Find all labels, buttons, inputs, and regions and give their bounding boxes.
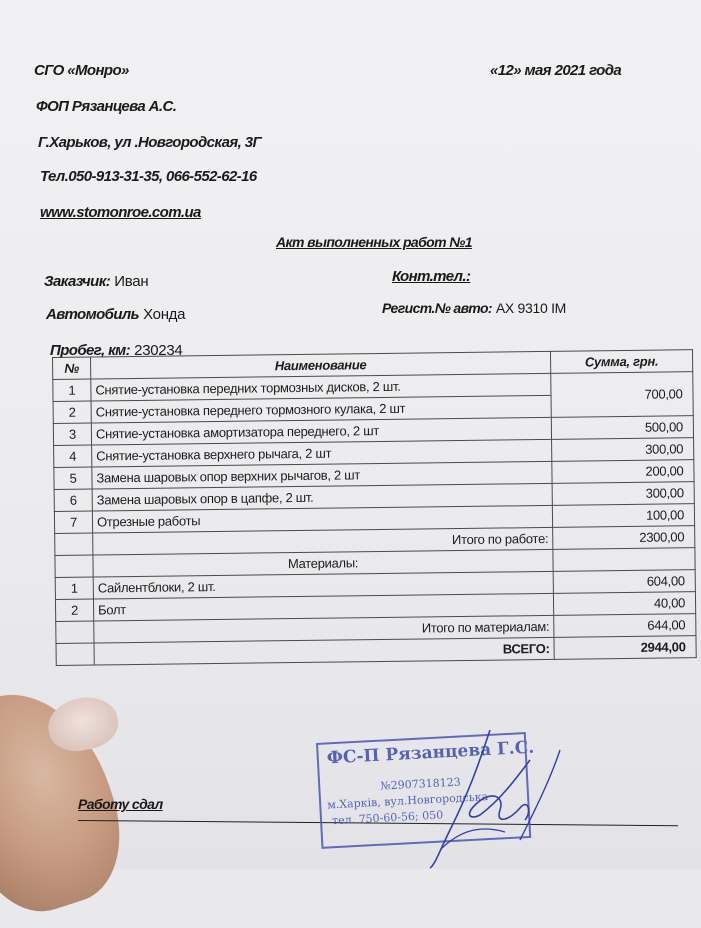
empty-cell (55, 533, 93, 555)
company-name: СГО «Монро» (34, 62, 129, 79)
reg-label: Регист.№ авто: (382, 300, 492, 316)
empty-cell (553, 548, 695, 572)
document-date: «12» мая 2021 года (490, 62, 622, 79)
car-value: Хонда (143, 306, 186, 323)
row-num: 7 (54, 511, 92, 533)
row-sum: 700,00 (551, 372, 694, 418)
row-name: Болт (93, 593, 553, 621)
row-sum: 300,00 (552, 438, 694, 462)
row-num: 2 (55, 599, 93, 621)
contact-label: Конт.тел.: (392, 268, 471, 285)
address: Г.Харьков, ул .Новгородская, 3Г (38, 134, 262, 151)
grand-total-label: ВСЕГО: (94, 637, 554, 665)
website-link[interactable]: www.stomonroe.com.ua (40, 204, 201, 221)
materials-total-value: 644,00 (554, 614, 696, 638)
handwritten-signature (410, 720, 590, 869)
stamp-line-2: №2907318123 (380, 775, 461, 793)
row-name: Снятие-установка переднего тормозного кулака, 2 шт (91, 395, 551, 423)
car-row (46, 306, 185, 323)
customer-label: Заказчик: (44, 273, 111, 290)
row-sum: 300,00 (552, 482, 694, 506)
customer-value: Иван (114, 273, 149, 290)
empty-cell (55, 555, 93, 577)
row-name: Снятие-установка верхнего рычага, 2 шт (92, 439, 552, 467)
stamp-line-3: м.Харків, вул.Новгородська (326, 790, 489, 812)
works-table (52, 349, 696, 662)
row-num: 4 (54, 445, 92, 467)
row-name: Снятие-установка амортизатора переднего, 2 шт (91, 417, 551, 445)
row-name: Сайлентблоки, 2 шт. (93, 571, 553, 599)
materials-label: Материалы: (93, 549, 553, 577)
row-sum: 604,00 (553, 570, 695, 594)
materials-total-label: Итого по материалам: (94, 615, 554, 643)
row-sum: 40,00 (553, 592, 695, 616)
header-name: Наименование (91, 351, 551, 379)
row-name: Замена шаровых опор верхних рычагов, 2 шт (92, 461, 552, 489)
works-total-label: Итого по работе: (93, 527, 553, 555)
row-num: 6 (54, 489, 92, 511)
car-label: Автомобиль (46, 306, 139, 323)
reg-value: AX 9310 IM (495, 300, 567, 316)
mileage-value: 230234 (134, 342, 183, 359)
row-sum: 100,00 (552, 504, 694, 528)
row-name: Отрезные работы (92, 505, 552, 533)
row-num: 5 (54, 467, 92, 489)
row-name: Снятие-установка передних тормозных дисков, 2 шт. (91, 373, 551, 401)
header-sum: Сумма, грн. (550, 350, 692, 374)
reg-row (382, 300, 566, 316)
header-num: № (53, 357, 91, 379)
mileage-label: Пробег, км: (50, 342, 130, 359)
empty-cell (56, 643, 94, 665)
row-sum: 200,00 (552, 460, 694, 484)
row-num: 1 (55, 577, 93, 599)
stamp-line-1: ФС-П Рязанцева Г.С. (326, 737, 535, 769)
act-title: Акт выполненных работ №1 (276, 234, 472, 250)
customer-row (44, 273, 148, 290)
phones: Тел.050-913-31-35, 066-552-62-16 (40, 168, 257, 185)
stamp-line-4: тел. 750-60-56; 050 (331, 808, 444, 828)
grand-total-value: 2944,00 (554, 636, 696, 660)
row-name: Замена шаровых опор в цапфе, 2 шт. (92, 483, 552, 511)
row-num: 3 (53, 423, 91, 445)
row-num: 2 (53, 401, 91, 423)
owner-name: ФОП Рязанцева А.С. (36, 98, 177, 115)
empty-cell (56, 621, 94, 643)
row-sum: 500,00 (551, 416, 693, 440)
row-num: 1 (53, 379, 91, 401)
works-total-value: 2300,00 (553, 526, 695, 550)
handed-over-label: Работу сдал (78, 796, 163, 812)
